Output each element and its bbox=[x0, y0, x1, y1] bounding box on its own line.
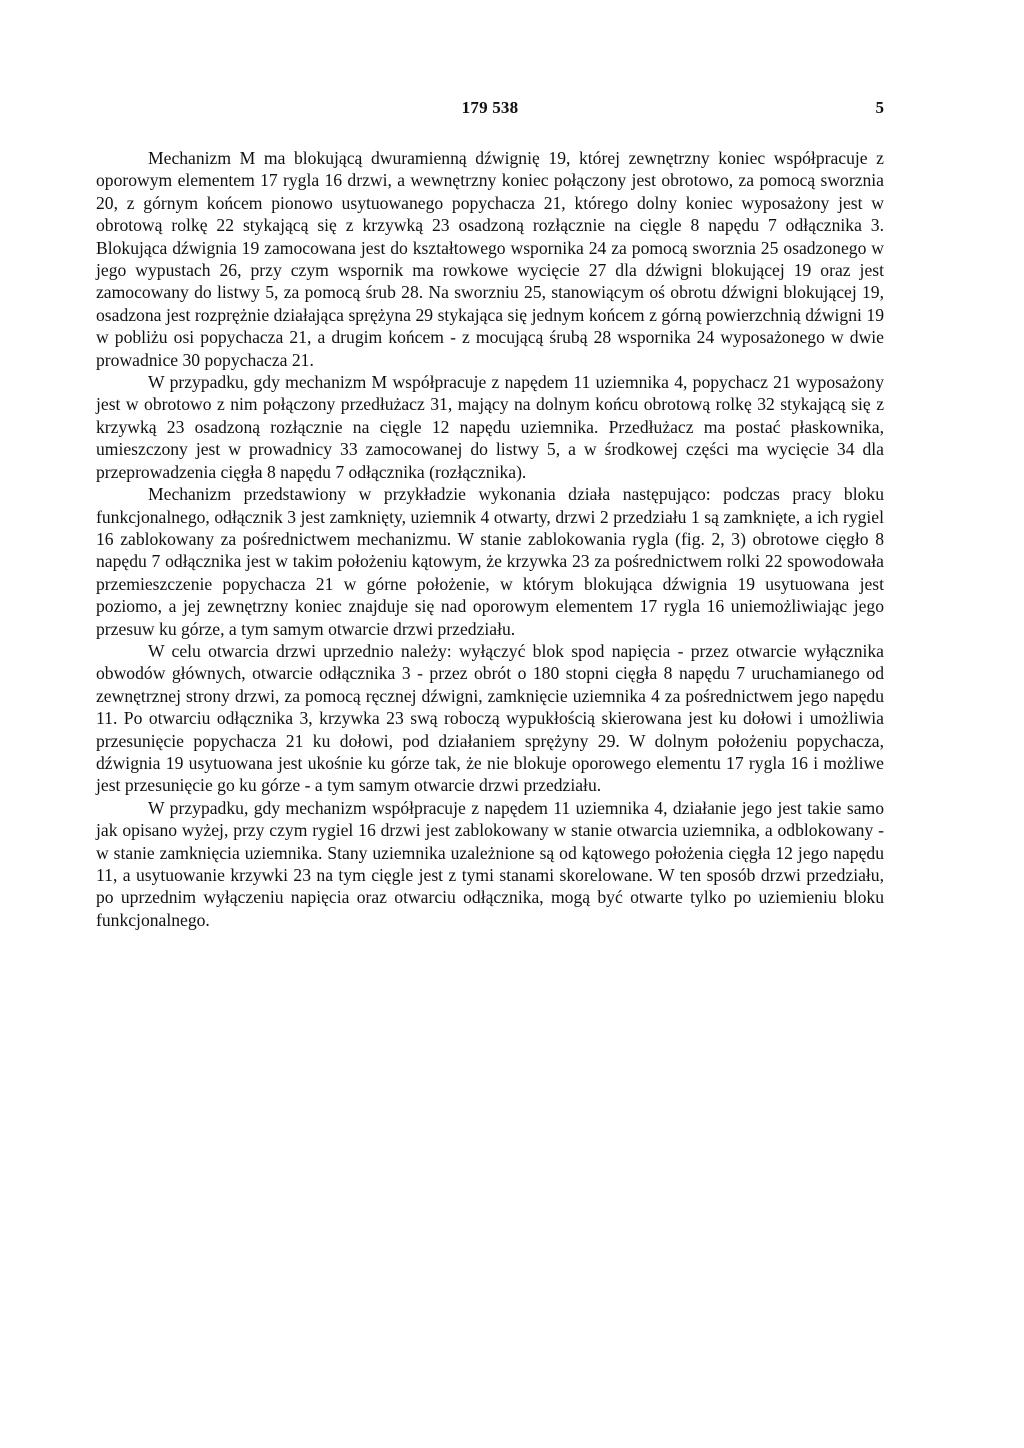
paragraph-5: W przypadku, gdy mechanizm współpracuje z napędem 11 uziemnika 4, działanie jego jest takie samo jak opisano wyżej, przy czym rygiel 16 drzwi jest zablokowany w stanie otwarcia uziemnika, a odblokowany - w stanie zamknięcia uziemnika. Stany uziemnika uzależnione są od kątowego położenia cięgła 12 jego napędu 11, a usytuowanie krzywki 23 na tym cięgle jest z tymi stanami skorelowane. W ten sposób drzwi przedziału, po uprzednim wyłączeniu napięcia oraz otwarciu odłącznika, mogą być otwarte tylko po uziemieniu bloku funkcjonalnego. bbox=[96, 797, 884, 930]
paragraph-4: W celu otwarcia drzwi uprzednio należy: wyłączyć blok spod napięcia - przez otwarcie wyłącznika obwodów głównych, otwarcie odłącznika 3 - przez obrót o 180 stopni cięgła 8 napędu 7 uruchamianego od zewnętrznej strony drzwi, za pomocą ręcznej dźwigni, zamknięcie uziemnika 4 za pośrednictwem jego napędu 11. Po otwarciu odłącznika 3, krzywka 23 swą roboczą wypukłością skierowana jest ku dołowi i umożliwia przesunięcie popychacza 21 ku dołowi, pod działaniem sprężyny 29. W dolnym położeniu popychacza, dźwignia 19 usytuowana jest ukośnie ku górze tak, że nie blokuje oporowego elementu 17 rygla 16 i możliwe jest przesunięcie go ku górze - a tym samym otwarcie drzwi przedziału. bbox=[96, 640, 884, 796]
page-header bbox=[96, 98, 884, 122]
paragraph-2: W przypadku, gdy mechanizm M współpracuje z napędem 11 uziemnika 4, popychacz 21 wyposażony jest w obrotowo z nim połączony przedłużacz 31, mający na dolnym końcu obrotową rolkę 32 stykającą się z krzywką 23 osadzoną rozłącznie na cięgle 12 napędu uziemnika. Przedłużacz ma postać płaskownika, umieszczony jest w prowadnicy 33 zamocowanej do listwy 5, a w środkowej części ma wycięcie 34 dla przeprowadzenia cięgła 8 napędu 7 odłącznika (rozłącznika). bbox=[96, 372, 884, 482]
body-text bbox=[96, 147, 884, 931]
paragraph-3: Mechanizm przedstawiony w przykładzie wykonania działa następująco: podczas pracy bloku funkcjonalnego, odłącznik 3 jest zamknięty, uziemnik 4 otwarty, drzwi 2 przedziału 1 są zamknięte, a ich rygiel 16 zablokowany za pośrednictwem mechanizmu. W stanie zablokowania rygla (fig. 2, 3) obrotowe cięgło 8 napędu 7 odłącznika jest w takim położeniu kątowym, że krzywka 23 za pośrednictwem rolki 22 spowodowała przemieszczenie popychacza 21 w górne położenie, w którym blokująca dźwignia 19 usytuowana jest poziomo, a jej zewnętrzny koniec znajduje się nad oporowym elementem 17 rygla 16 uniemożliwiając jego przesuw ku górze, a tym samym otwarcie drzwi przedziału. bbox=[96, 484, 884, 639]
page-number: 5 bbox=[875, 98, 884, 117]
paragraph-1: Mechanizm M ma blokującą dwuramienną dźwignię 19, której zewnętrzny koniec współpracuje z oporowym elementem 17 rygla 16 drzwi, a wewnętrzny koniec połączony jest obrotowo, za pomocą sworznia 20, z górnym końcem pionowo usytuowanego popychacza 21, którego dolny koniec wyposażony jest w obrotową rolkę 22 stykającą się z krzywką 23 osadzoną rozłącznie na cięgle 8 napędu 7 odłącznika 3. Blokująca dźwignia 19 zamocowana jest do kształtowego wspornika 24 za pomocą sworznia 25 osadzonego w jego wypustach 26, przy czym wspornik ma rowkowe wycięcie 27 dla dźwigni blokującej 19 oraz jest zamocowany do listwy 5, za pomocą śrub 28. Na sworzniu 25, stanowiącym oś obrotu dźwigni blokującej 19, osadzona jest rozprężnie działająca sprężyna 29 stykająca się jednym końcem z górną powierzchnią dźwigni 19 w pobliżu osi popychacza 21, a drugim końcem - z mocującą śrubą 28 wspornika 24 wyposażonego w dwie prowadnice 30 popychacza 21. bbox=[96, 148, 884, 370]
patent-number: 179 538 bbox=[461, 98, 519, 117]
